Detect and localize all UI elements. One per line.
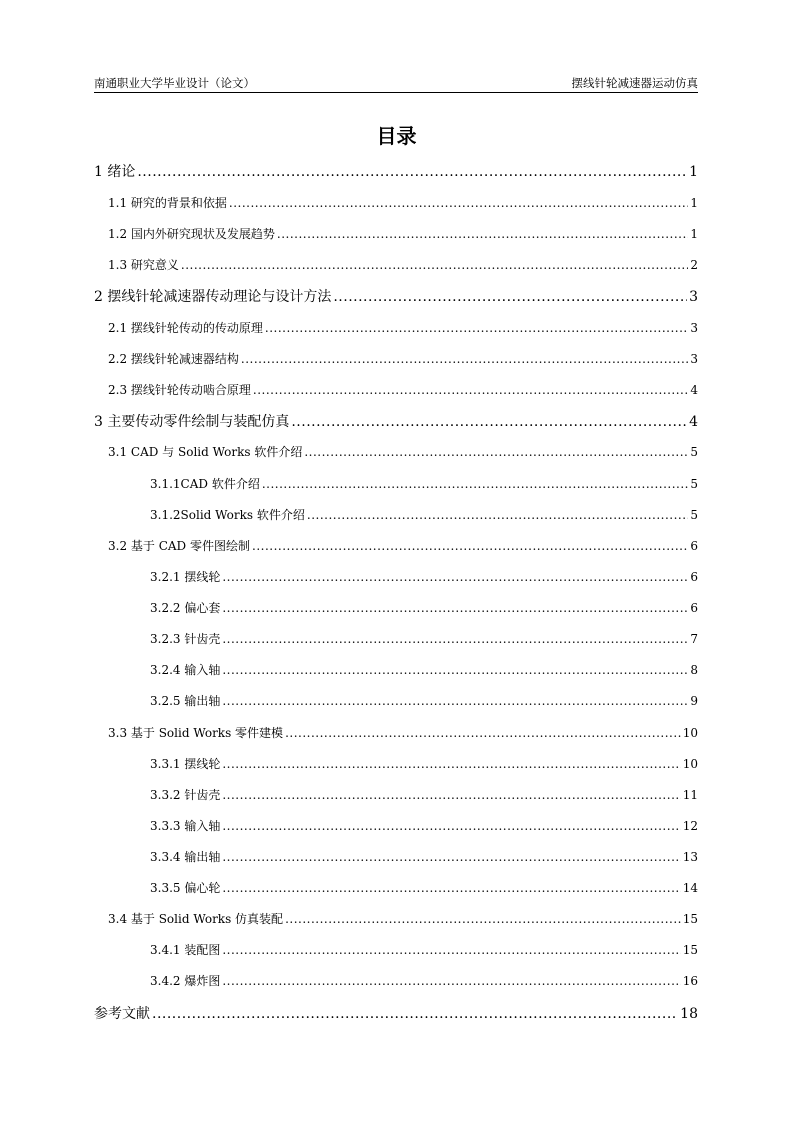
toc-leader-dots	[291, 413, 687, 431]
toc-leader-dots	[229, 195, 688, 211]
toc-leader-dots	[152, 1005, 678, 1023]
toc-entry[interactable]	[150, 507, 698, 523]
toc-entry[interactable]	[108, 725, 698, 741]
toc-entry[interactable]	[108, 226, 698, 242]
toc-entry-label: 3.3.4 输出轴	[150, 850, 221, 864]
toc-entry-page-number: 5	[690, 508, 698, 522]
toc-leader-dots	[252, 538, 688, 554]
toc-entry-page-number: 3	[690, 352, 698, 366]
toc-entry-label: 2 摆线针轮减速器传动理论与设计方法	[94, 289, 332, 305]
toc-entry-label: 3.2.5 输出轴	[150, 694, 221, 708]
toc-entry[interactable]	[150, 662, 698, 678]
toc-entry-label: 3.1.1CAD 软件介绍	[150, 477, 260, 491]
toc-entry-page-number: 1	[690, 227, 698, 241]
toc-entry-label: 2.3 摆线针轮传动啮合原理	[108, 383, 251, 397]
toc-entry-page-number: 3	[689, 289, 698, 305]
toc-entry-label: 3.4 基于 Solid Works 仿真装配	[108, 912, 284, 926]
toc-entry-label: 3.4.2 爆炸图	[150, 974, 221, 988]
toc-entry[interactable]	[150, 600, 698, 616]
toc-entry[interactable]	[150, 942, 698, 958]
toc-leader-dots	[307, 507, 688, 523]
toc-entry-page-number: 5	[690, 477, 698, 491]
toc-entry[interactable]	[150, 756, 698, 772]
toc-entry-label: 3.3 基于 Solid Works 零件建模	[108, 726, 284, 740]
toc-entry-label: 3.2.2 偏心套	[150, 601, 221, 615]
toc-entry-page-number: 4	[689, 414, 698, 430]
toc-entry-label: 3.1 CAD 与 Solid Works 软件介绍	[108, 445, 303, 459]
toc-entry[interactable]	[150, 973, 698, 989]
toc-entry[interactable]	[150, 849, 698, 865]
toc-entry-page-number: 6	[690, 601, 698, 615]
toc-entry[interactable]	[108, 195, 698, 211]
toc-entry[interactable]	[94, 1005, 698, 1023]
header-school: 南通职业大学毕业设计（论文）	[94, 76, 255, 90]
toc-leader-dots	[265, 320, 688, 336]
page-header	[94, 76, 698, 93]
toc-entry-page-number: 2	[690, 258, 698, 272]
toc-entry-label: 2.2 摆线针轮减速器结构	[108, 352, 239, 366]
toc-entry[interactable]	[108, 320, 698, 336]
toc-entry-label: 1 绪论	[94, 164, 136, 180]
toc-leader-dots	[222, 849, 680, 865]
toc-leader-dots	[222, 631, 688, 647]
toc-leader-dots	[222, 693, 688, 709]
toc-entry-page-number: 1	[689, 164, 698, 180]
toc-leader-dots	[285, 725, 681, 741]
toc-entry-page-number: 10	[682, 726, 698, 740]
toc-entry[interactable]	[150, 569, 698, 585]
toc-entry-page-number: 9	[690, 694, 698, 708]
toc-leader-dots	[222, 569, 688, 585]
toc-entry[interactable]	[150, 880, 698, 896]
toc-entry-label: 3.3.5 偏心轮	[150, 881, 221, 895]
toc-entry[interactable]	[94, 413, 698, 431]
toc-entry[interactable]	[108, 911, 698, 927]
toc-leader-dots	[304, 444, 688, 460]
toc-entry-page-number: 10	[682, 757, 698, 771]
toc-entry-label: 1.3 研究意义	[108, 258, 179, 272]
toc-entry-page-number: 7	[690, 632, 698, 646]
toc-entry-page-number: 8	[690, 663, 698, 677]
toc-entry-page-number: 4	[690, 383, 698, 397]
toc-entry-label: 3.4.1 装配图	[150, 943, 221, 957]
toc-leader-dots	[333, 288, 687, 306]
toc-entry[interactable]	[108, 538, 698, 554]
page-title: 目录	[376, 124, 417, 148]
toc-entry-page-number: 12	[682, 819, 698, 833]
toc-entry-label: 3.1.2Solid Works 软件介绍	[150, 508, 305, 522]
toc-entry[interactable]	[108, 351, 698, 367]
toc-entry[interactable]	[94, 288, 698, 306]
toc-leader-dots	[222, 662, 688, 678]
toc-entry-label: 3.3.1 摆线轮	[150, 757, 221, 771]
toc-leader-dots	[277, 226, 688, 242]
toc-entry-label: 3.3.2 针齿壳	[150, 788, 221, 802]
toc-entry-label: 2.1 摆线针轮传动的传动原理	[108, 321, 263, 335]
toc-leader-dots	[262, 476, 689, 492]
toc-entry-label: 3.2.4 输入轴	[150, 663, 221, 677]
toc-entry-page-number: 16	[682, 974, 698, 988]
toc-entry[interactable]	[108, 382, 698, 398]
toc-leader-dots	[222, 787, 680, 803]
toc-entry-page-number: 13	[682, 850, 698, 864]
header-thesis-title: 摆线针轮减速器运动仿真	[571, 76, 698, 90]
toc-leader-dots	[222, 880, 680, 896]
toc-leader-dots	[241, 351, 688, 367]
toc-leader-dots	[253, 382, 688, 398]
toc-entry[interactable]	[150, 818, 698, 834]
toc-entry-page-number: 1	[690, 196, 698, 210]
toc-entry-page-number: 3	[690, 321, 698, 335]
toc-leader-dots	[222, 818, 680, 834]
toc-entry-page-number: 18	[680, 1006, 698, 1022]
toc-entry-page-number: 5	[690, 445, 698, 459]
toc-entry-page-number: 14	[682, 881, 698, 895]
toc-leader-dots	[222, 942, 680, 958]
toc-entry-label: 3 主要传动零件绘制与装配仿真	[94, 414, 290, 430]
toc-entry[interactable]	[150, 476, 698, 492]
toc-entry[interactable]	[150, 693, 698, 709]
toc-leader-dots	[181, 257, 688, 273]
toc-entry-page-number: 15	[682, 912, 698, 926]
toc-leader-dots	[222, 973, 680, 989]
toc-entry[interactable]	[150, 787, 698, 803]
toc-leader-dots	[137, 163, 687, 181]
toc-entry-label: 3.3.3 输入轴	[150, 819, 221, 833]
toc-entry-label: 参考文献	[94, 1006, 150, 1022]
toc-entry[interactable]	[108, 257, 698, 273]
toc-leader-dots	[222, 756, 680, 772]
toc-entry-page-number: 15	[682, 943, 698, 957]
toc-entry-page-number: 6	[690, 539, 698, 553]
toc-entry-label: 3.2.3 针齿壳	[150, 632, 221, 646]
toc-entry-label: 1.2 国内外研究现状及发展趋势	[108, 227, 275, 241]
toc-entry[interactable]	[108, 444, 698, 460]
toc-entry-label: 1.1 研究的背景和依据	[108, 196, 227, 210]
toc-entry[interactable]	[94, 163, 698, 181]
toc-entry[interactable]	[150, 631, 698, 647]
toc-entry-label: 3.2 基于 CAD 零件图绘制	[108, 539, 250, 553]
toc-entry-page-number: 6	[690, 570, 698, 584]
toc-leader-dots	[285, 911, 681, 927]
toc-entry-label: 3.2.1 摆线轮	[150, 570, 221, 584]
toc-entry-page-number: 11	[682, 788, 698, 802]
toc-leader-dots	[222, 600, 688, 616]
